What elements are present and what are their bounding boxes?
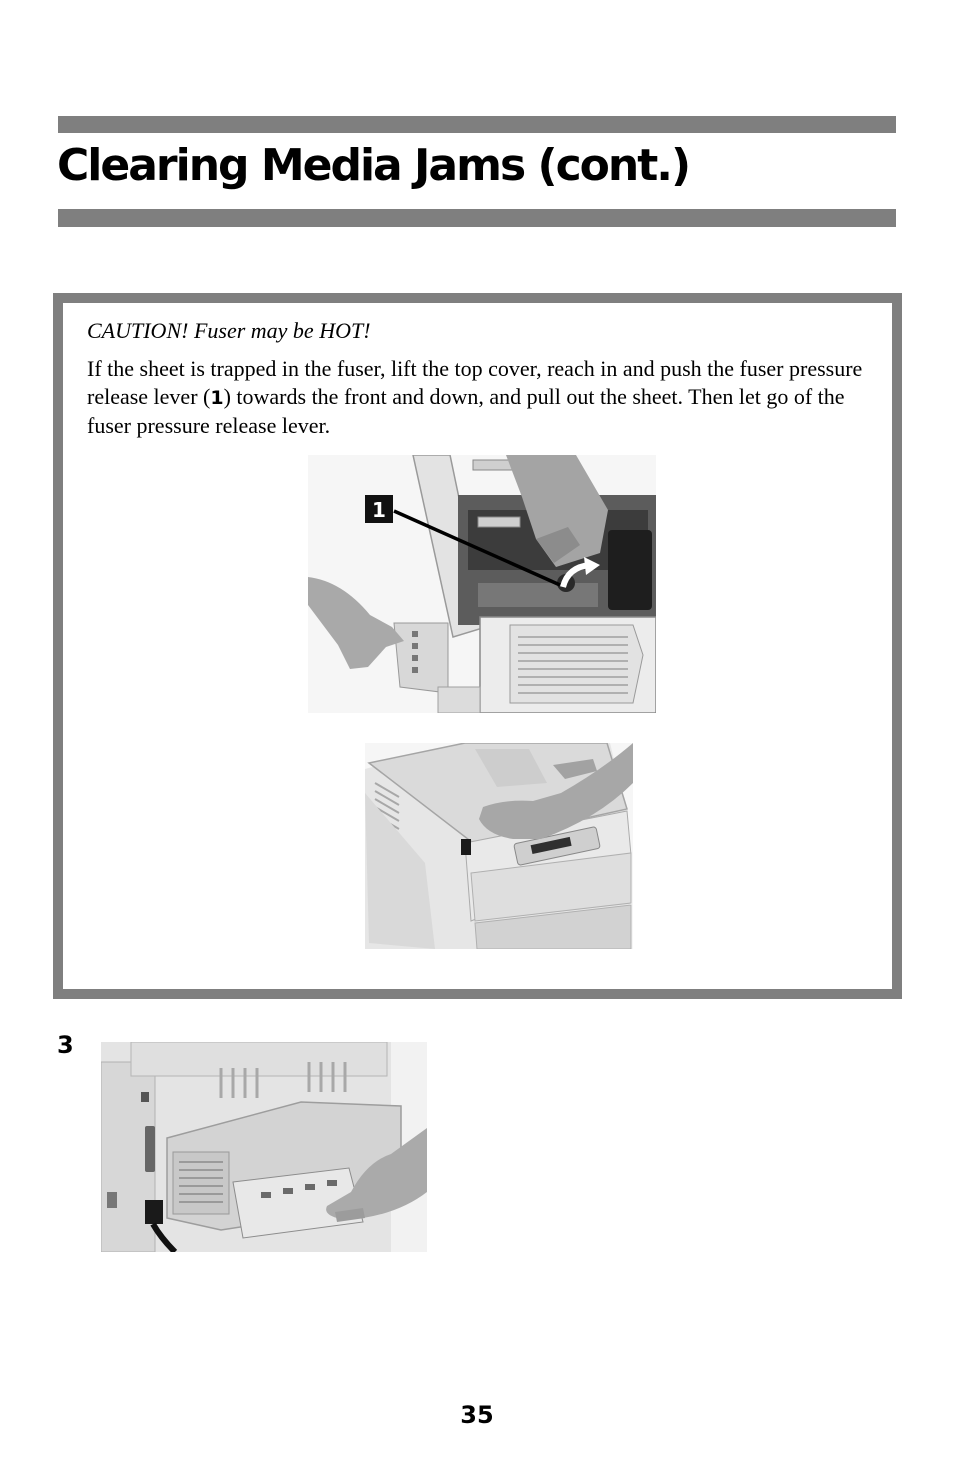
callout-number: 1 xyxy=(372,498,386,522)
caution-heading: CAUTION! Fuser may be HOT! xyxy=(87,318,371,343)
caution-box xyxy=(53,293,902,999)
fuser-lever-photo xyxy=(308,455,656,713)
title-rule-bottom xyxy=(58,209,896,227)
caution-instructions xyxy=(87,355,883,440)
caution-text-part-2: ) towards the front and down, and pull out the sheet. Then let go of the fuser pressure release lever. xyxy=(87,384,845,438)
lever-reference: 1 xyxy=(210,387,224,409)
title-rule-top xyxy=(58,116,896,133)
caution-text-part-1: If the sheet is trapped in the fuser, lift the top cover, reach in and push the fuser pressure release lever ( xyxy=(87,356,863,409)
page-number: 35 xyxy=(460,1401,494,1429)
close-top-cover-photo xyxy=(365,743,633,949)
rear-exit-cover-photo xyxy=(101,1042,427,1252)
step-number: 3 xyxy=(57,1031,74,1059)
page-title: Clearing Media Jams (cont.) xyxy=(57,140,690,191)
